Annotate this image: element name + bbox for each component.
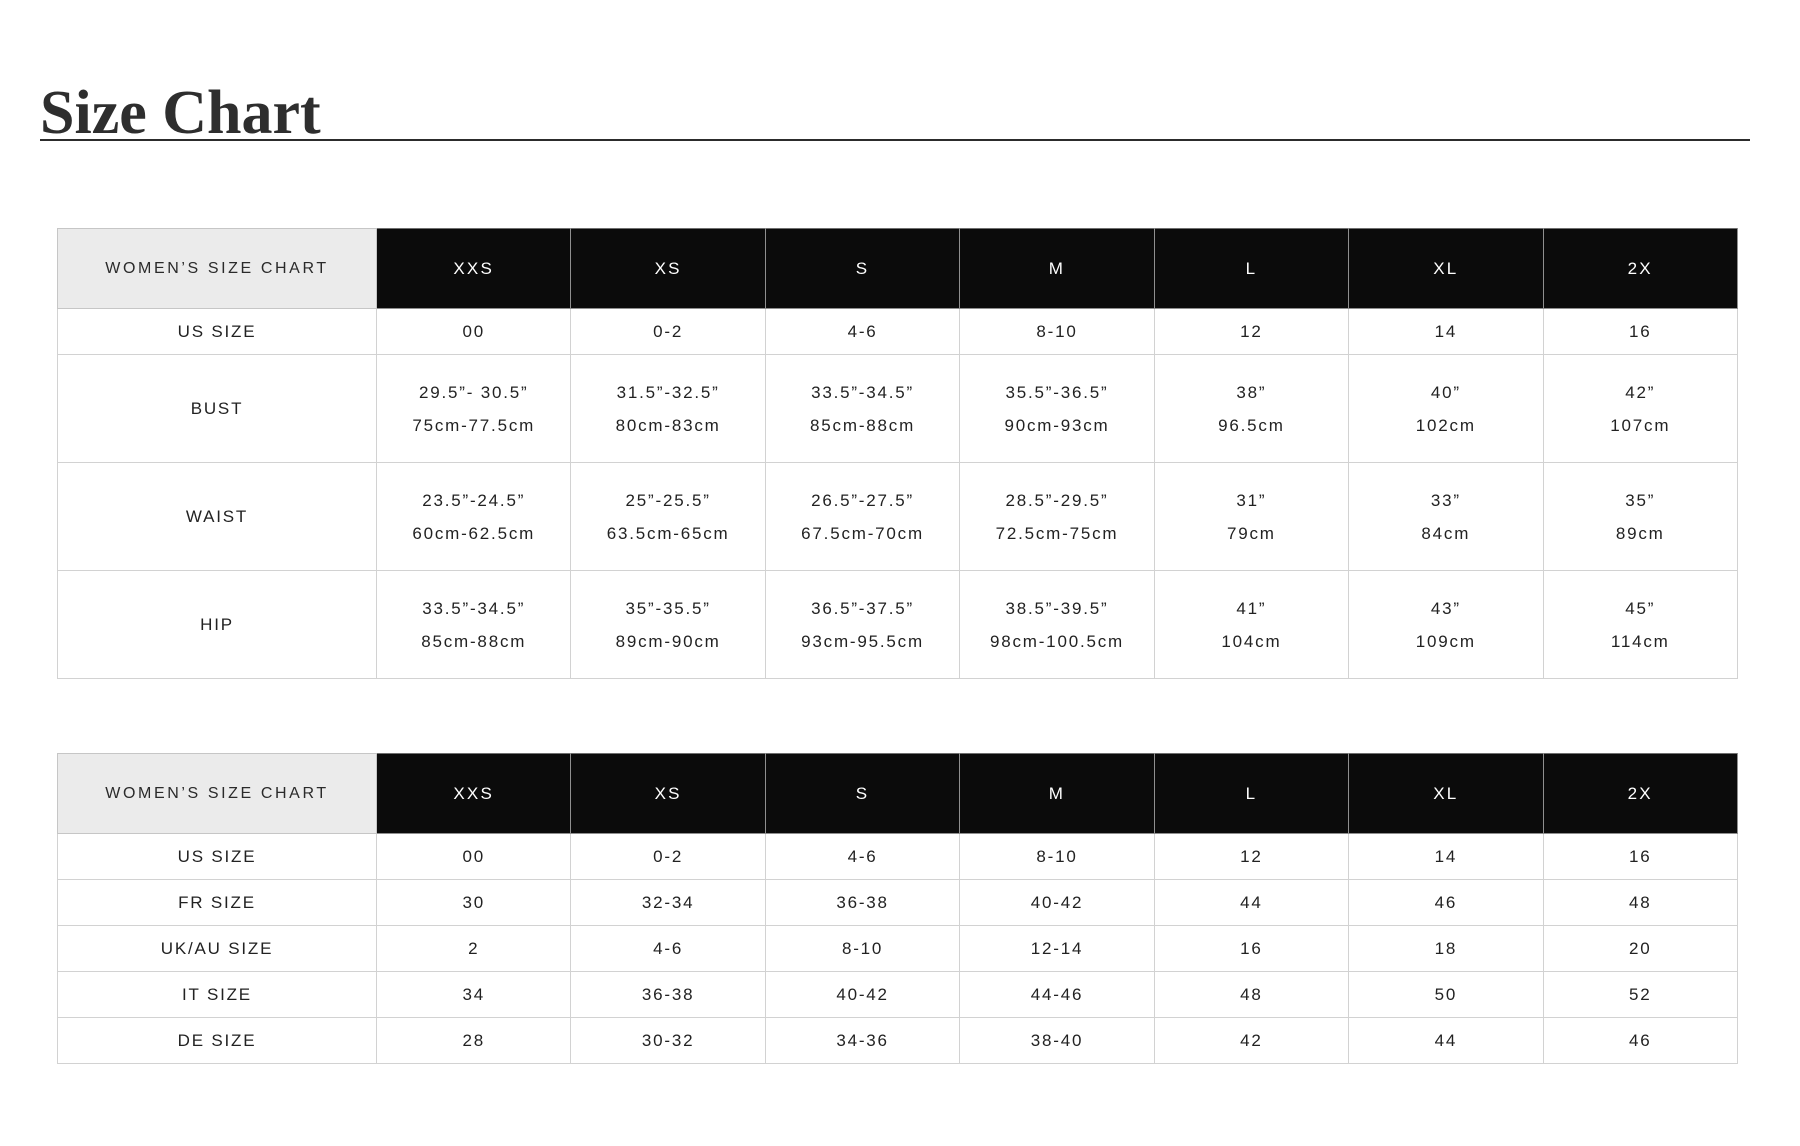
size-cell-line: 79cm (1227, 523, 1276, 543)
size-cell (765, 463, 959, 571)
size-cell (1543, 1018, 1737, 1064)
womens-size-chart-conversions-table (57, 753, 1738, 1064)
size-cell (377, 355, 571, 463)
size-cell-line: 12-14 (1030, 939, 1084, 958)
size-cell (1543, 571, 1737, 679)
size-cell-line: 89cm (1615, 523, 1665, 543)
size-cell-line: 31” (1236, 490, 1267, 510)
size-cell (571, 571, 765, 679)
row-label-uk-au-size: UK/AU SIZE (58, 926, 377, 972)
size-cell-line: 67.5cm-70cm (801, 523, 924, 543)
size-cell-line: 85cm-88cm (810, 415, 916, 435)
size-cell-line: 48 (1240, 985, 1263, 1004)
size-cell-line: 29.5”- 30.5” (418, 382, 529, 402)
size-cell-line: 84cm (1421, 523, 1471, 543)
size-cell-line: 14 (1434, 322, 1458, 341)
size-cell (377, 463, 571, 571)
row-label-it-size: IT SIZE (58, 972, 377, 1018)
size-cell-line: 36-38 (836, 893, 889, 912)
size-cell (960, 463, 1154, 571)
size-cell (377, 880, 571, 926)
size-cell (1349, 571, 1543, 679)
size-cell-line: 35.5”-36.5” (1005, 382, 1109, 402)
column-header-m: M (960, 229, 1154, 309)
column-header-xxs: XXS (377, 229, 571, 309)
page-title: Size Chart (40, 78, 321, 147)
size-cell-line: 93cm-95.5cm (801, 631, 924, 651)
table-header-label: WOMEN’S SIZE CHART (58, 754, 377, 834)
size-cell-line: 41” (1236, 598, 1267, 618)
size-cell (1543, 309, 1737, 355)
column-header-l: L (1154, 229, 1348, 309)
size-cell-line: 102cm (1415, 415, 1476, 435)
row-label-bust: BUST (58, 355, 377, 463)
size-cell-line: 36-38 (641, 985, 695, 1004)
size-cell-line: 32-34 (641, 893, 695, 912)
table-header-row (58, 754, 1738, 834)
size-cell-line: 40” (1430, 382, 1461, 402)
size-cell (1154, 1018, 1348, 1064)
size-cell (765, 1018, 959, 1064)
size-cell-line: 85cm-88cm (421, 631, 527, 651)
size-cell (1154, 463, 1348, 571)
size-cell-line: 0-2 (653, 322, 684, 341)
column-header-xl: XL (1349, 754, 1543, 834)
size-cell-line: 4-6 (653, 939, 684, 958)
table-row-it-size (58, 972, 1738, 1018)
size-cell-line: 44-46 (1030, 985, 1084, 1004)
size-cell-line: 89cm-90cm (615, 631, 721, 651)
row-label-us-size: US SIZE (58, 309, 377, 355)
size-cell-line: 34-36 (836, 1031, 889, 1050)
size-cell (1349, 880, 1543, 926)
column-header-2x: 2X (1543, 229, 1737, 309)
column-header-xl: XL (1349, 229, 1543, 309)
size-cell (1543, 972, 1737, 1018)
size-cell (1349, 972, 1543, 1018)
row-label-de-size: DE SIZE (58, 1018, 377, 1064)
size-cell (1543, 834, 1737, 880)
size-cell (960, 926, 1154, 972)
size-cell (1154, 309, 1348, 355)
size-cell-line: 16 (1629, 847, 1652, 866)
size-cell-line: 38” (1236, 382, 1267, 402)
size-cell-line: 8-10 (841, 939, 884, 958)
size-cell-line: 35”-35.5” (625, 598, 711, 618)
table-row-hip (58, 571, 1738, 679)
table-header-row (58, 229, 1738, 309)
size-cell (960, 880, 1154, 926)
size-cell-line: 8-10 (1036, 847, 1078, 866)
column-header-xs: XS (571, 754, 765, 834)
table-row-waist (58, 463, 1738, 571)
column-header-2x: 2X (1543, 754, 1737, 834)
size-cell (571, 355, 765, 463)
size-cell-line: 43” (1430, 598, 1461, 618)
size-cell-line: 114cm (1610, 631, 1670, 651)
size-cell-line: 80cm-83cm (615, 415, 721, 435)
size-cell-line: 00 (462, 322, 485, 341)
size-cell-line: 44 (1240, 893, 1263, 912)
size-cell (960, 972, 1154, 1018)
size-cell (1154, 926, 1348, 972)
size-cell-line: 36.5”-37.5” (811, 598, 915, 618)
size-cell-line: 18 (1434, 939, 1458, 958)
size-cell (571, 463, 765, 571)
column-header-s: S (765, 229, 959, 309)
size-cell (1154, 571, 1348, 679)
size-cell-line: 48 (1629, 893, 1652, 912)
size-cell-line: 96.5cm (1218, 415, 1285, 435)
size-cell-line: 38-40 (1030, 1031, 1084, 1050)
size-cell (571, 309, 765, 355)
size-cell-line: 46 (1629, 1031, 1652, 1050)
size-cell-line: 30-32 (641, 1031, 695, 1050)
row-label-waist: WAIST (58, 463, 377, 571)
size-cell-line: 33.5”-34.5” (811, 382, 915, 402)
column-header-l: L (1154, 754, 1348, 834)
size-cell-line: 16 (1240, 939, 1263, 958)
row-label-hip: HIP (58, 571, 377, 679)
size-cell-line: 20 (1629, 939, 1652, 958)
size-cell (377, 972, 571, 1018)
size-cell-line: 4-6 (847, 847, 878, 866)
size-cell (960, 571, 1154, 679)
size-cell (377, 571, 571, 679)
row-label-us-size: US SIZE (58, 834, 377, 880)
size-cell (571, 926, 765, 972)
size-cell (377, 1018, 571, 1064)
column-header-s: S (765, 754, 959, 834)
size-cell (377, 309, 571, 355)
size-cell (960, 309, 1154, 355)
size-cell (1349, 926, 1543, 972)
size-cell (765, 309, 959, 355)
table-row-us-size (58, 834, 1738, 880)
size-cell (1349, 834, 1543, 880)
size-cell (571, 972, 765, 1018)
size-cell (1154, 834, 1348, 880)
size-cell-line: 40-42 (1030, 893, 1084, 912)
size-cell (960, 1018, 1154, 1064)
size-cell-line: 23.5”-24.5” (422, 490, 526, 510)
size-cell-line: 26.5”-27.5” (811, 490, 915, 510)
size-cell (1543, 880, 1737, 926)
size-cell-line: 8-10 (1036, 322, 1078, 341)
size-cell-line: 104cm (1221, 631, 1282, 651)
table-row-bust (58, 355, 1738, 463)
size-cell-line: 46 (1434, 893, 1458, 912)
size-table (57, 753, 1738, 1064)
size-cell-line: 12 (1240, 847, 1263, 866)
column-header-xs: XS (571, 229, 765, 309)
size-cell-line: 28.5”-29.5” (1005, 490, 1109, 510)
size-cell-line: 33” (1430, 490, 1461, 510)
size-cell-line: 14 (1434, 847, 1458, 866)
size-cell (1154, 880, 1348, 926)
size-table (57, 228, 1738, 679)
title-divider (40, 139, 1750, 141)
size-cell (1543, 355, 1737, 463)
size-cell-line: 60cm-62.5cm (412, 523, 536, 543)
column-header-m: M (960, 754, 1154, 834)
size-cell (765, 571, 959, 679)
size-cell-line: 00 (462, 847, 485, 866)
size-cell-line: 52 (1629, 985, 1652, 1004)
size-cell (1154, 972, 1348, 1018)
size-cell (377, 834, 571, 880)
size-cell-line: 33.5”-34.5” (422, 598, 526, 618)
size-cell (960, 834, 1154, 880)
size-cell-line: 0-2 (653, 847, 684, 866)
size-cell-line: 25”-25.5” (625, 490, 711, 510)
size-cell (1349, 355, 1543, 463)
row-label-fr-size: FR SIZE (58, 880, 377, 926)
size-cell-line: 75cm-77.5cm (412, 415, 536, 435)
size-cell-line: 34 (462, 985, 485, 1004)
size-cell-line: 44 (1434, 1031, 1458, 1050)
size-cell (1349, 463, 1543, 571)
size-cell-line: 98cm-100.5cm (989, 631, 1124, 651)
size-cell-line: 38.5”-39.5” (1005, 598, 1109, 618)
size-cell-line: 2 (468, 939, 480, 958)
size-cell (1154, 355, 1348, 463)
womens-size-chart-measurements-table (57, 228, 1738, 679)
size-cell-line: 63.5cm-65cm (606, 523, 730, 543)
size-cell-line: 90cm-93cm (1004, 415, 1110, 435)
size-cell-line: 50 (1434, 985, 1458, 1004)
size-cell (765, 926, 959, 972)
table-row-de-size (58, 1018, 1738, 1064)
size-cell-line: 42 (1240, 1031, 1263, 1050)
size-cell (765, 972, 959, 1018)
size-cell-line: 107cm (1610, 415, 1671, 435)
size-cell (1543, 463, 1737, 571)
size-cell-line: 28 (462, 1031, 485, 1050)
size-cell-line: 42” (1625, 382, 1656, 402)
size-cell-line: 31.5”-32.5” (616, 382, 720, 402)
table-row-uk-au-size (58, 926, 1738, 972)
table-row-fr-size (58, 880, 1738, 926)
size-cell (1349, 1018, 1543, 1064)
size-cell-line: 40-42 (836, 985, 889, 1004)
size-cell-line: 30 (462, 893, 485, 912)
size-cell (765, 355, 959, 463)
size-cell (1543, 926, 1737, 972)
size-cell (1349, 309, 1543, 355)
size-cell-line: 12 (1240, 322, 1263, 341)
size-cell-line: 72.5cm-75cm (995, 523, 1119, 543)
table-row-us-size (58, 309, 1738, 355)
size-cell (765, 880, 959, 926)
size-cell-line: 4-6 (847, 322, 878, 341)
size-cell-line: 16 (1629, 322, 1652, 341)
size-cell (960, 355, 1154, 463)
size-cell (377, 926, 571, 972)
size-cell-line: 45” (1625, 598, 1656, 618)
size-cell-line: 35” (1625, 490, 1656, 510)
column-header-xxs: XXS (377, 754, 571, 834)
size-cell (571, 880, 765, 926)
table-header-label: WOMEN’S SIZE CHART (58, 229, 377, 309)
size-cell-line: 109cm (1415, 631, 1476, 651)
size-cell (765, 834, 959, 880)
size-cell (571, 1018, 765, 1064)
size-cell (571, 834, 765, 880)
